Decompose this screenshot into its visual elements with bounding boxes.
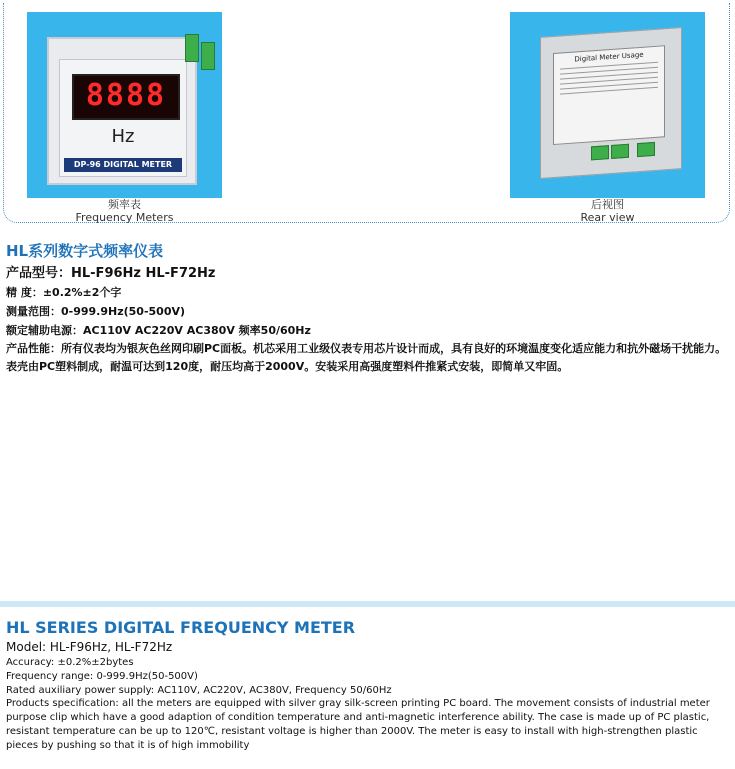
en-title: HL SERIES DIGITAL FREQUENCY METER (6, 618, 356, 637)
cn-power: 额定辅助电源：AC110V AC220V AC380V 频率50/60Hz (6, 324, 311, 337)
rear-usage-label (553, 45, 665, 145)
en-spec: Products specification: all the meters are equipped with silver gray silk-screen printing PC board. The movement consists of industrial meter purpose clip which have a good adaption of condition temperature and anti-magnetic interference ability. The case is made up of PC plastic, resistant temperature can be up to 120℃, resistant voltage is higher than 2000V. The meter is easy to install with high-strengthen plastic pieces by pushing so that it is of high immobility (6, 698, 710, 751)
mounting-clip (185, 34, 199, 62)
mounting-clip (201, 42, 215, 70)
meter-inner-panel (59, 59, 187, 177)
cn-accuracy: 精 度：±0.2%±2个字 (6, 286, 122, 299)
rear-caption (510, 198, 705, 224)
model-strip: DP-96 DIGITAL METER (64, 158, 182, 172)
front-caption-en: Frequency Meters (75, 211, 174, 224)
terminal-block (637, 142, 655, 157)
en-power: Rated auxiliary power supply: AC110V, AC220V, AC380V, Frequency 50/60Hz (6, 685, 392, 696)
section-divider (0, 601, 735, 607)
en-model: Model: HL-F96Hz, HL-F72Hz (6, 640, 173, 654)
cn-model: 产品型号：HL-F96Hz HL-F72Hz (6, 266, 216, 281)
front-caption (27, 198, 222, 224)
rear-caption-cn: 后视图 (591, 198, 624, 211)
cn-performance: 产品性能：所有仪表均为银灰色丝网印刷PC面板。机芯采用工业级仪表专用芯片设计而成，具有良好的环境温度变化适应能力和抗外磁场干扰能力。表壳由PC塑料制成，耐温可达到120度，耐压均高于2000V。安装采用高强度塑料件推紧式安装，即简单又牢固。 (6, 342, 727, 373)
front-caption-cn: 频率表 (108, 198, 141, 211)
meter-face (47, 37, 197, 185)
led-display (72, 74, 180, 120)
rear-housing (540, 27, 682, 179)
en-range: Frequency range: 0-999.9Hz(50-500V) (6, 671, 198, 682)
rear-label-title: Digital Meter Usage (574, 50, 644, 64)
unit-label: Hz (111, 126, 135, 147)
rear-caption-en: Rear view (580, 211, 635, 224)
cn-range: 测量范围：0-999.9Hz(50-500V) (6, 305, 186, 318)
terminal-block (591, 145, 609, 160)
frequency-meter-photo (27, 12, 222, 198)
display-digits: 8888 (85, 78, 167, 113)
cn-title: HL系列数字式频率仪表 (6, 242, 164, 260)
terminal-block (611, 144, 629, 159)
rear-view-photo (510, 12, 705, 198)
en-accuracy: Accuracy: ±0.2%±2bytes (6, 657, 134, 668)
